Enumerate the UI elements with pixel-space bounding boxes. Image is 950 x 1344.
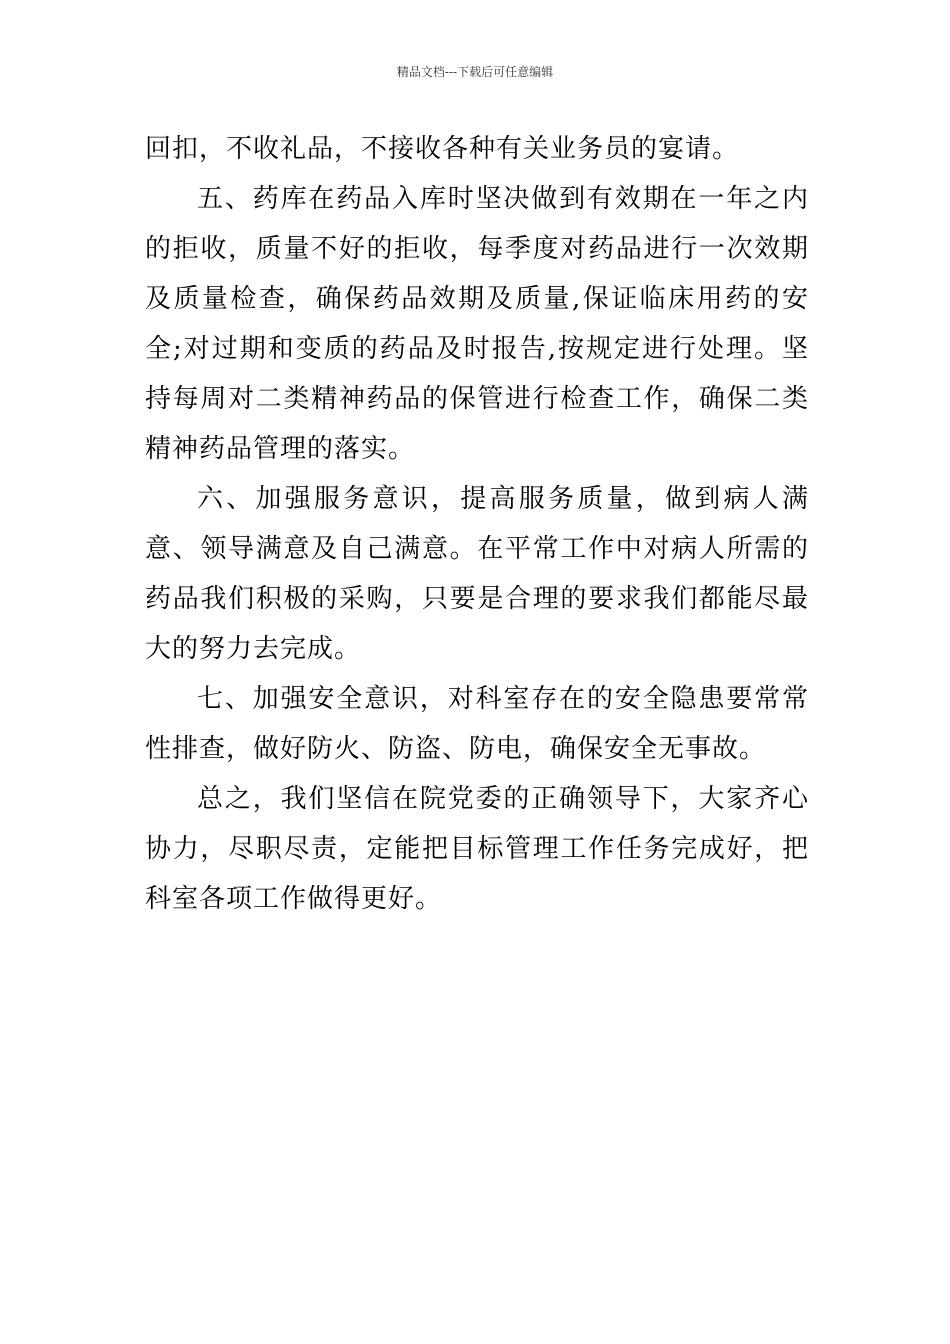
document-body (145, 124, 809, 924)
paragraph-conclusion: 总之，我们坚信在院党委的正确领导下，大家齐心协力，尽职尽责，定能把目标管理工作任务完成好，把科室各项工作做得更好。 (145, 784, 809, 914)
paragraph-continuation: 回扣，不收礼品，不接收各种有关业务员的宴请。 (145, 134, 740, 164)
paragraph-item-7: 七、加强安全意识，对科室存在的安全隐患要常常性排查，做好防火、防盗、防电，确保安全无事故。 (145, 684, 809, 764)
paragraph-item-5: 五、药库在药品入库时坚决做到有效期在一年之内的拒收，质量不好的拒收，每季度对药品进行一次效期及质量检查，确保药品效期及质量,保证临床用药的安全;对过期和变质的药品及时报告,按规定进行处理。坚持每周对二类精神药品的保管进行检查工作，确保二类精神药品管理的落实。 (145, 184, 809, 464)
paragraph-item-6: 六、加强服务意识，提高服务质量，做到病人满意、领导满意及自己满意。在平常工作中对病人所需的药品我们积极的采购，只要是合理的要求我们都能尽最大的努力去完成。 (145, 484, 809, 664)
page-header: 精品文档---下载后可任意编辑 (396, 65, 554, 79)
